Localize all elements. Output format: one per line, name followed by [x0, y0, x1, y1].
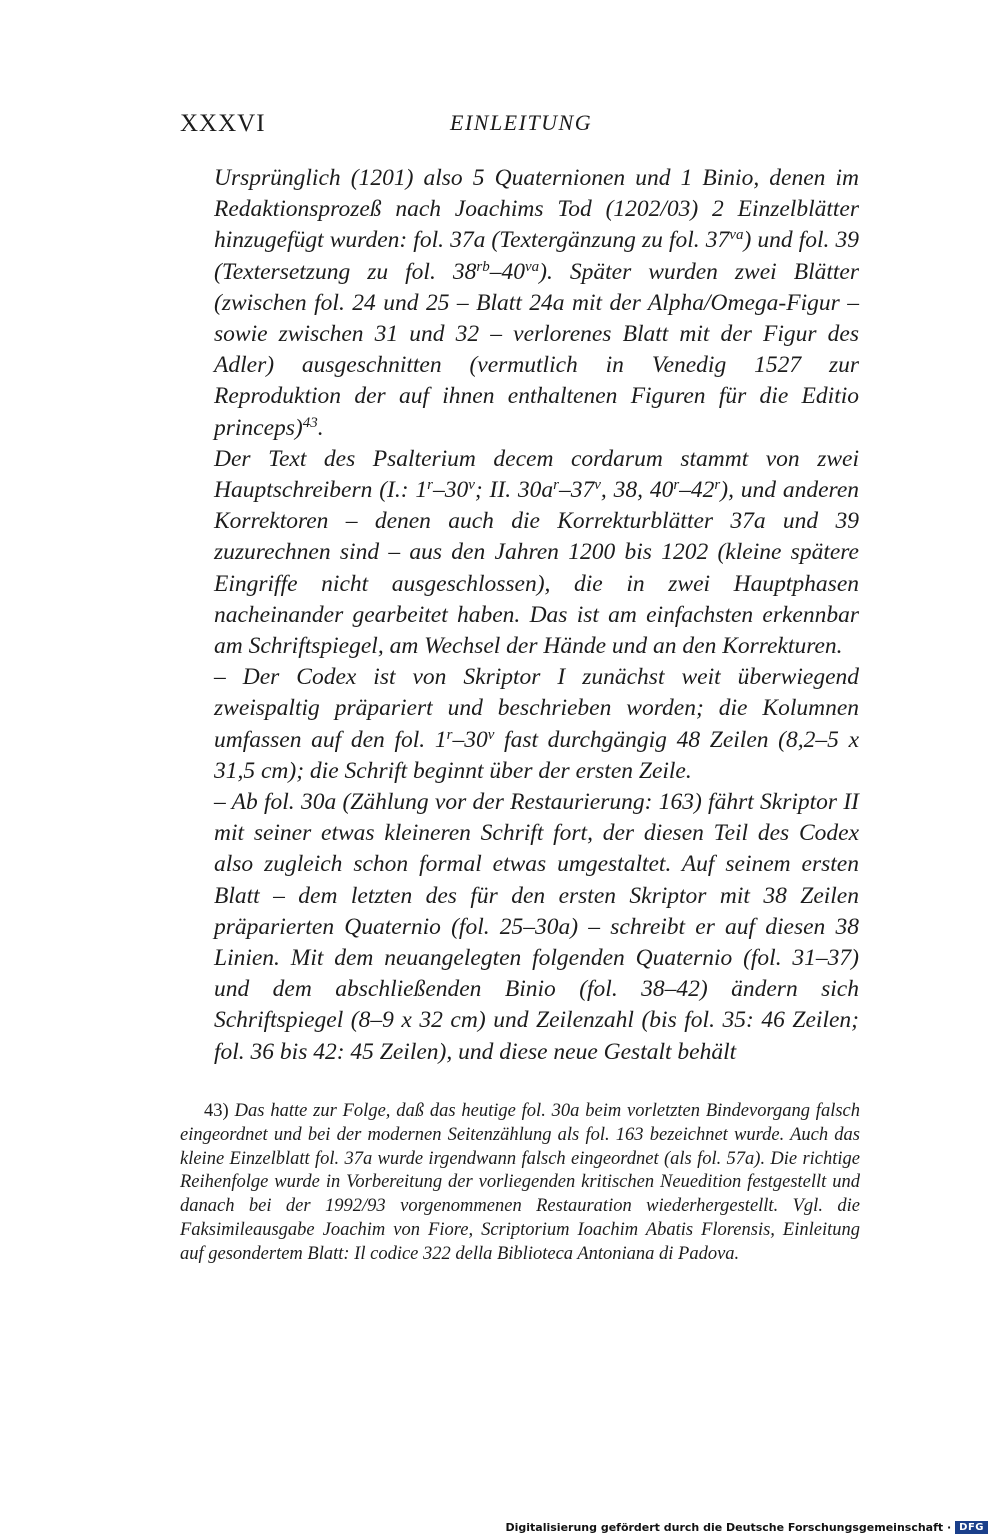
footnote-number: 43) [204, 1101, 229, 1121]
page-header [180, 110, 860, 144]
paragraph-4: – Ab fol. 30a (Zählung vor der Restaurierung: 163) fährt Skriptor II mit seiner etwas kleineren Schrift fort, der diesen Teil des Codex also zugleich schon formal etwas umgestaltet. Auf seinem ersten Blatt – dem letzten des für den ersten Skriptor mit 38 Zeilen präparierten Quaternio (fol. 25–30a) – schreibt er auf diesen 38 Linien. Mit dem neuangelegten folgenden Quaternio (fol. 31–37) und dem abschließenden Binio (fol. 38–42) ändern sich Schriftspiegel (8–9 x 32 cm) und Zeilenzahl (bis fol. 35: 46 Zeilen; fol. 36 bis 42: 45 Zeilen), und diese neue Gestalt behält [214, 789, 859, 1065]
dfg-logo: DFG [955, 1521, 988, 1534]
paragraph-3: – Der Codex ist von Skriptor I zunächst weit überwiegend zweispaltig präpariert und beschrieben worden; die Kolumnen umfassen auf den fol. 1$^r$–30$^v$ fast durchgängig 48 Zeilen (8,2–5 x 31,5 cm); die Schrift beginnt über der ersten Zeile. [214, 664, 859, 784]
footnote-text: Das hatte zur Folge, daß das heutige fol. 30a beim vorletzten Bindevorgang falsch eingeordnet und bei der modernen Seitenzählung als fol. 163 bezeichnet wurde. Auch das kleine Einzelblatt fol. 37a wurde irgendwann falsch eingeordnet (als fol. 57a). Die richtige Reihenfolge wurde in Vorbereitung der vorliegenden kritischen Neuedition festgestellt und danach bei der 1992/93 vorgenommenen Restauration wiederhergestellt. Vgl. die Faksimileausgabe Joachim von Fiore, Scriptorium Ioachim Abatis Florensis, Einleitung auf gesondertem Blatt: Il codice 322 della Biblioteca Antoniana di Padova. [180, 1101, 860, 1264]
paragraph-2: Der Text des Psalterium decem cordarum stammt von zwei Hauptschreibern (I.: 1$^r$–30$^v$; II. $30a^r-37^v$, 38, 40$^r$–42$^r$), und anderen Korrektoren – denen auch die Korrekturblätter 37a und 39 zuzurechnen sind – aus den Jahren 1200 bis 1202 (kleine spätere Eingriffe nicht ausgeschlossen), die in zwei Hauptphasen nacheinander gearbeitet haben. Das ist am einfachsten erkennbar am Schriftspiegel, am Wechsel der Hände und an den Korrekturen. [214, 445, 859, 660]
footnotes [180, 1100, 860, 1267]
funding-notice [505, 1521, 988, 1534]
page-number: XXXVI [180, 110, 266, 137]
running-title: EINLEITUNG [450, 110, 593, 135]
main-text [214, 163, 859, 1068]
paragraph-1: Ursprünglich (1201) also 5 Quaternionen und 1 Binio, denen im Redaktionsprozeß nach Joachims Tod (1202/03) 2 Einzelblätter hinzugefügt wurden: fol. 37a (Textergänzung zu fol. $37^{va}$) und fol. 39 (Textersetzung zu fol. $38^{rb}-40^{va}$). Später wurden zwei Blätter (zwischen fol. 24 und 25 – Blatt 24a mit der Alpha/Omega-Figur – sowie zwischen 31 und 32 – verlorenes Blatt mit der Figur des Adler) ausgeschnitten (vermutlich in Venedig 1527 zur Reproduktion der auf ihnen enthaltenen Figuren für die Editio princeps)$^{43}$. [214, 165, 859, 441]
footnote-43 [180, 1100, 860, 1267]
funding-text: Digitalisierung gefördert durch die Deutsche Forschungsgemeinschaft · [505, 1521, 952, 1534]
footnote-reference[interactable]: 43 [302, 414, 318, 431]
